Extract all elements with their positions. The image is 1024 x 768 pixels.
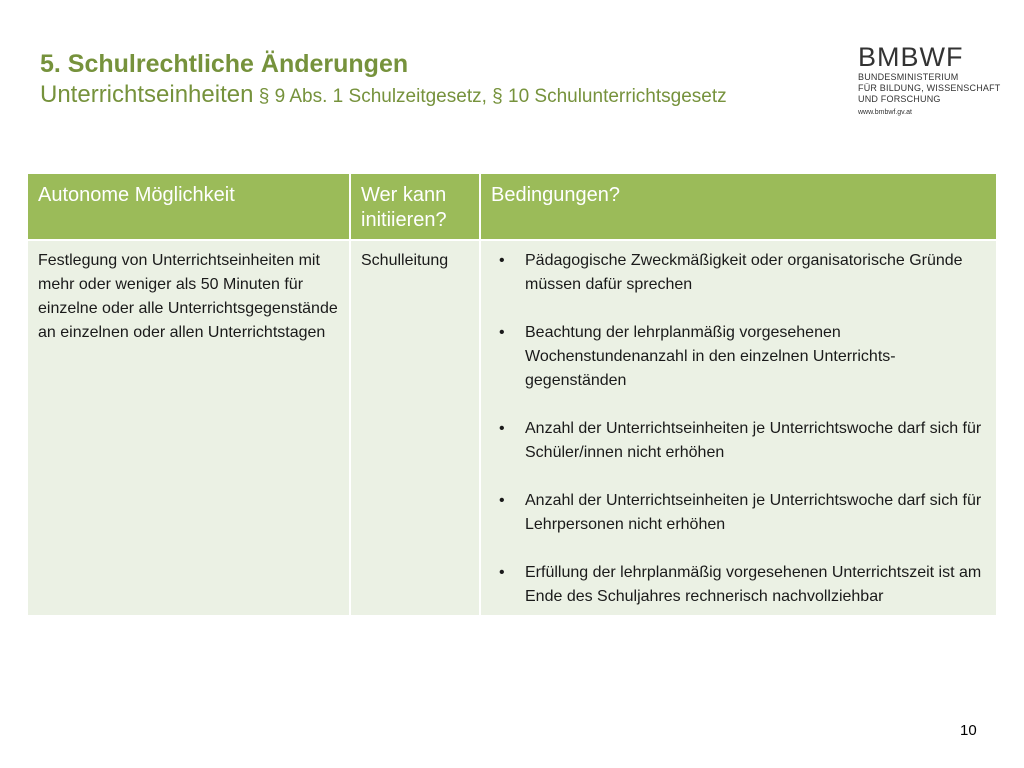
bullet-icon: • bbox=[499, 564, 505, 581]
bullet-icon: • bbox=[499, 420, 505, 437]
cell-option: Festlegung von Unterrichtseinheiten mit mehr oder weniger als 50 Minuten für einzelne oder alle Unterrichtsgegenstände an einzelnen oder allen Unterrichtstagen bbox=[28, 240, 350, 615]
cell-initiator: Schulleitung bbox=[350, 240, 480, 615]
conditions-list bbox=[491, 249, 986, 609]
list-item bbox=[491, 489, 986, 537]
logo-line-2: FÜR BILDUNG, WISSENSCHAFT bbox=[858, 83, 1001, 93]
logo-line-1: BUNDESMINISTERIUM bbox=[858, 72, 959, 82]
header-bedingungen: Bedingungen? bbox=[480, 174, 996, 240]
table-header-row bbox=[28, 174, 996, 240]
logo-url: www.bmbwf.gv.at bbox=[858, 109, 912, 116]
condition-text: Anzahl der Unterrichtseinheiten je Unterrichtswoche darf sich für Schüler/innen nicht erhöhen bbox=[525, 420, 982, 461]
bullet-icon: • bbox=[499, 324, 505, 341]
page-subtitle bbox=[40, 80, 860, 112]
page-title: 5. Schulrechtliche Änderungen bbox=[40, 50, 409, 78]
title-block bbox=[40, 48, 860, 112]
subtitle-reference: § 9 Abs. 1 Schulzeitgesetz, § 10 Schulunterrichtsgesetz bbox=[253, 86, 727, 107]
bullet-icon: • bbox=[499, 252, 505, 269]
condition-text: Anzahl der Unterrichtseinheiten je Unterrichtswoche darf sich für Lehrpersonen nicht erhöhen bbox=[525, 492, 982, 533]
condition-text: Beachtung der lehrplanmäßig vorgesehenen Wochenstundenanzahl in den einzelnen Unterrichts-gegenständen bbox=[525, 324, 896, 389]
conditions-table bbox=[28, 174, 996, 615]
page-number: 10 bbox=[960, 722, 977, 739]
list-item bbox=[491, 561, 986, 609]
logo-mark: BMBWF bbox=[858, 42, 964, 72]
list-item bbox=[491, 249, 986, 297]
header-autonome-moeglichkeit: Autonome Möglichkeit bbox=[28, 174, 350, 240]
logo-line-3: UND FORSCHUNG bbox=[858, 94, 941, 104]
header-wer-kann-initiieren: Wer kann initiieren? bbox=[350, 174, 480, 240]
list-item bbox=[491, 321, 986, 393]
list-item bbox=[491, 417, 986, 465]
bmbwf-logo bbox=[858, 42, 1008, 116]
condition-text: Erfüllung der lehrplanmäßig vorgesehenen Unterrichtszeit ist am Ende des Schuljahres rechnerisch nachvollziehbar bbox=[525, 564, 982, 605]
condition-text: Pädagogische Zweckmäßigkeit oder organisatorische Gründe müssen dafür sprechen bbox=[525, 252, 963, 293]
bullet-icon: • bbox=[499, 492, 505, 509]
table-row bbox=[28, 240, 996, 615]
subtitle-main: Unterrichtseinheiten bbox=[40, 81, 254, 108]
cell-conditions bbox=[480, 240, 996, 615]
